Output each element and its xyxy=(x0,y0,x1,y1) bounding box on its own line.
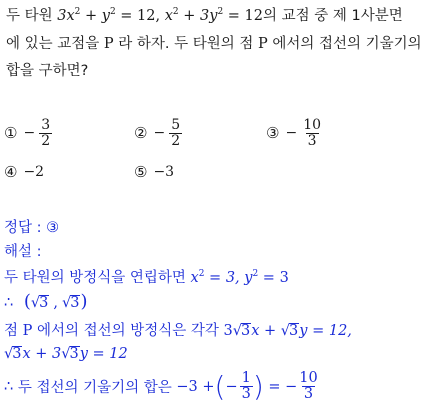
equation-ellipse-1: $3x^2 + y^2 = 12$, xyxy=(57,7,161,24)
explanation-line-3: 점 P 에서의 접선의 방정식은 각각 3√3x + √3y = 12, xyxy=(4,323,352,339)
option-4[interactable] xyxy=(4,163,44,181)
option-value: −3 xyxy=(153,164,175,180)
question-line-1 xyxy=(6,4,403,25)
explanation-line-2: ∴ (√3 , √3) xyxy=(4,291,88,312)
explanation-label: 해설 : xyxy=(4,244,42,260)
option-sign: − xyxy=(153,125,166,142)
option-1[interactable] xyxy=(4,118,52,148)
option-mark: ④ xyxy=(4,163,18,181)
option-fraction: $\frac{3}{2}$ xyxy=(41,117,51,149)
option-sign: − xyxy=(23,125,36,142)
question-text: 의 교점 중 제 1사분면 xyxy=(263,8,403,24)
answer-label: 정답 : ③ xyxy=(4,220,60,236)
option-sign: − xyxy=(285,125,298,142)
explanation-line-4: √3x + 3√3y = 12 xyxy=(4,346,128,362)
option-value: −2 xyxy=(23,164,45,180)
option-fraction: $\frac{10}{3}$ xyxy=(303,117,322,149)
question-line-2: 에 있는 교점을 P 라 하자. 두 타원의 점 P 에서의 접선의 기울기의 xyxy=(6,36,422,52)
option-2[interactable] xyxy=(134,118,182,148)
explanation-line-1: 두 타원의 방정식을 연립하면 $x^2 = 3$, $y^2 = 3$ xyxy=(4,269,289,286)
equation-ellipse-2: $x^2 + 3y^2 = 12$ xyxy=(164,7,264,24)
option-3[interactable] xyxy=(266,118,323,148)
explanation-line-5: ∴ 두 접선의 기울기의 합은 −3 + ( − $\frac{1}{3}$ ) = − $\frac{10}{3}$ xyxy=(4,369,318,403)
option-mark: ① xyxy=(4,124,18,143)
option-5[interactable] xyxy=(134,163,174,181)
option-mark: ⑤ xyxy=(134,163,148,181)
question-text: 두 타원 xyxy=(6,8,58,24)
question-line-3: 합을 구하면? xyxy=(6,63,89,79)
option-fraction: $\frac{5}{2}$ xyxy=(171,117,181,149)
option-mark: ③ xyxy=(266,124,280,143)
option-mark: ② xyxy=(134,124,148,143)
